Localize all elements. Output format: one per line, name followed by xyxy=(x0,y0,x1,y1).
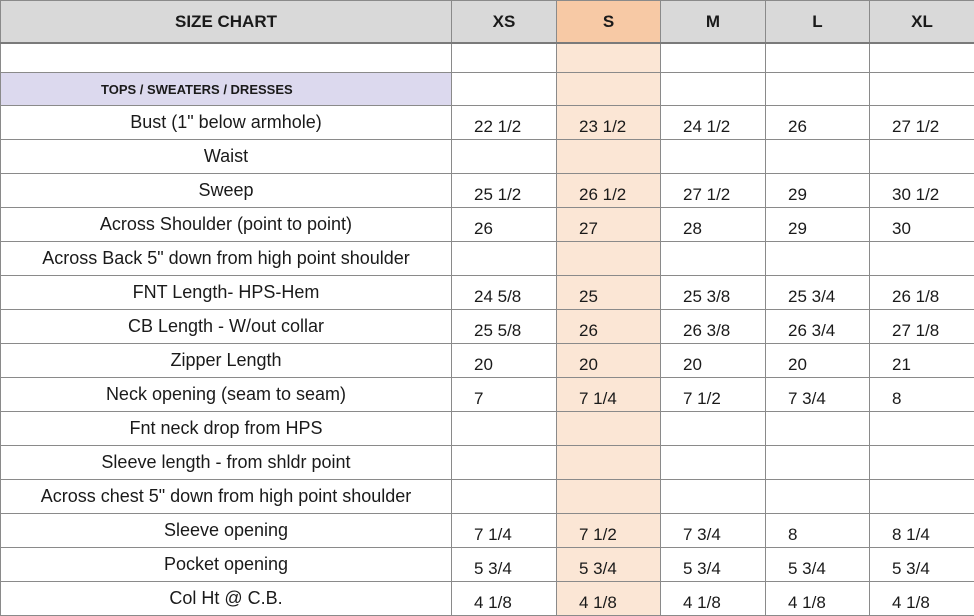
measurement-label: Waist xyxy=(1,140,452,174)
value-xs: 4 1/8 xyxy=(452,582,557,616)
value-m xyxy=(661,140,766,174)
value-s: 7 1/4 xyxy=(557,378,661,412)
size-header-l: L xyxy=(766,1,870,44)
value-l: 20 xyxy=(766,344,870,378)
measurement-row xyxy=(1,310,974,344)
value-xs: 26 xyxy=(452,208,557,242)
value-l: 25 3/4 xyxy=(766,276,870,310)
blank-cell xyxy=(557,73,661,106)
measurement-label: Fnt neck drop from HPS xyxy=(1,412,452,446)
value-l xyxy=(766,412,870,446)
value-l: 7 3/4 xyxy=(766,378,870,412)
value-xs xyxy=(452,140,557,174)
value-xl: 5 3/4 xyxy=(870,548,974,582)
value-xl: 30 xyxy=(870,208,974,242)
value-m xyxy=(661,242,766,276)
value-l xyxy=(766,446,870,480)
value-xl: 27 1/2 xyxy=(870,106,974,140)
measurement-label: Sleeve opening xyxy=(1,514,452,548)
value-s: 26 xyxy=(557,310,661,344)
measurement-row xyxy=(1,548,974,582)
value-m: 20 xyxy=(661,344,766,378)
section-row xyxy=(1,73,974,106)
measurement-row xyxy=(1,208,974,242)
measurement-label: Pocket opening xyxy=(1,548,452,582)
measurement-row xyxy=(1,106,974,140)
blank-cell xyxy=(452,43,557,73)
size-header-m: M xyxy=(661,1,766,44)
size-header-xl: XL xyxy=(870,1,974,44)
value-xl: 8 1/4 xyxy=(870,514,974,548)
blank-cell xyxy=(766,73,870,106)
value-l xyxy=(766,140,870,174)
value-s: 25 xyxy=(557,276,661,310)
value-xs: 22 1/2 xyxy=(452,106,557,140)
value-xs: 25 5/8 xyxy=(452,310,557,344)
measurement-row xyxy=(1,174,974,208)
blank-cell xyxy=(452,73,557,106)
value-xl xyxy=(870,140,974,174)
value-m xyxy=(661,480,766,514)
value-m: 28 xyxy=(661,208,766,242)
value-l: 5 3/4 xyxy=(766,548,870,582)
size-header-xs: XS xyxy=(452,1,557,44)
value-s xyxy=(557,140,661,174)
value-xs: 5 3/4 xyxy=(452,548,557,582)
measurement-label: CB Length - W/out collar xyxy=(1,310,452,344)
measurement-row xyxy=(1,480,974,514)
size-header-s: S xyxy=(557,1,661,44)
value-xs: 7 xyxy=(452,378,557,412)
measurement-label: Col Ht @ C.B. xyxy=(1,582,452,616)
measurement-label: Across Shoulder (point to point) xyxy=(1,208,452,242)
value-s: 20 xyxy=(557,344,661,378)
measurement-label: Across chest 5" down from high point shoulder xyxy=(1,480,452,514)
value-xl: 8 xyxy=(870,378,974,412)
value-m: 4 1/8 xyxy=(661,582,766,616)
blank-cell xyxy=(661,73,766,106)
measurement-label: Bust (1" below armhole) xyxy=(1,106,452,140)
blank-cell xyxy=(557,43,661,73)
value-l xyxy=(766,480,870,514)
size-chart-title: SIZE CHART xyxy=(1,1,452,44)
value-xs xyxy=(452,446,557,480)
blank-row xyxy=(1,43,974,73)
value-xs: 24 5/8 xyxy=(452,276,557,310)
value-xl: 30 1/2 xyxy=(870,174,974,208)
value-xl xyxy=(870,412,974,446)
measurement-label: FNT Length- HPS-Hem xyxy=(1,276,452,310)
value-xs: 25 1/2 xyxy=(452,174,557,208)
value-xl: 21 xyxy=(870,344,974,378)
value-s xyxy=(557,446,661,480)
value-m xyxy=(661,412,766,446)
blank-cell xyxy=(1,43,452,73)
value-xs xyxy=(452,242,557,276)
measurement-row xyxy=(1,344,974,378)
value-s: 27 xyxy=(557,208,661,242)
blank-cell xyxy=(870,73,974,106)
value-xl: 27 1/8 xyxy=(870,310,974,344)
measurement-label: Sweep xyxy=(1,174,452,208)
measurement-row xyxy=(1,582,974,616)
value-xs xyxy=(452,480,557,514)
value-m: 7 3/4 xyxy=(661,514,766,548)
value-xl: 4 1/8 xyxy=(870,582,974,616)
measurement-row xyxy=(1,446,974,480)
blank-cell xyxy=(766,43,870,73)
measurement-row xyxy=(1,276,974,310)
value-l: 8 xyxy=(766,514,870,548)
measurement-row xyxy=(1,412,974,446)
value-l xyxy=(766,242,870,276)
value-xs: 7 1/4 xyxy=(452,514,557,548)
value-l: 4 1/8 xyxy=(766,582,870,616)
value-m xyxy=(661,446,766,480)
value-m: 24 1/2 xyxy=(661,106,766,140)
value-s xyxy=(557,480,661,514)
value-m: 5 3/4 xyxy=(661,548,766,582)
measurement-label: Zipper Length xyxy=(1,344,452,378)
blank-cell xyxy=(870,43,974,73)
measurement-row xyxy=(1,242,974,276)
value-m: 27 1/2 xyxy=(661,174,766,208)
value-l: 29 xyxy=(766,174,870,208)
value-xs xyxy=(452,412,557,446)
value-xl xyxy=(870,480,974,514)
value-l: 26 xyxy=(766,106,870,140)
blank-cell xyxy=(661,43,766,73)
value-m: 7 1/2 xyxy=(661,378,766,412)
value-xl xyxy=(870,242,974,276)
value-l: 26 3/4 xyxy=(766,310,870,344)
value-s xyxy=(557,242,661,276)
value-s: 26 1/2 xyxy=(557,174,661,208)
value-xl xyxy=(870,446,974,480)
measurement-label: Sleeve length - from shldr point xyxy=(1,446,452,480)
measurement-row xyxy=(1,140,974,174)
value-xs: 20 xyxy=(452,344,557,378)
value-m: 26 3/8 xyxy=(661,310,766,344)
measurement-label: Neck opening (seam to seam) xyxy=(1,378,452,412)
value-s: 7 1/2 xyxy=(557,514,661,548)
measurement-row xyxy=(1,378,974,412)
value-s: 23 1/2 xyxy=(557,106,661,140)
measurement-row xyxy=(1,514,974,548)
value-s: 5 3/4 xyxy=(557,548,661,582)
value-s: 4 1/8 xyxy=(557,582,661,616)
value-xl: 26 1/8 xyxy=(870,276,974,310)
section-title: TOPS / SWEATERS / DRESSES xyxy=(1,73,452,106)
header-row xyxy=(1,1,974,44)
value-s xyxy=(557,412,661,446)
measurement-label: Across Back 5" down from high point shoulder xyxy=(1,242,452,276)
value-l: 29 xyxy=(766,208,870,242)
value-m: 25 3/8 xyxy=(661,276,766,310)
